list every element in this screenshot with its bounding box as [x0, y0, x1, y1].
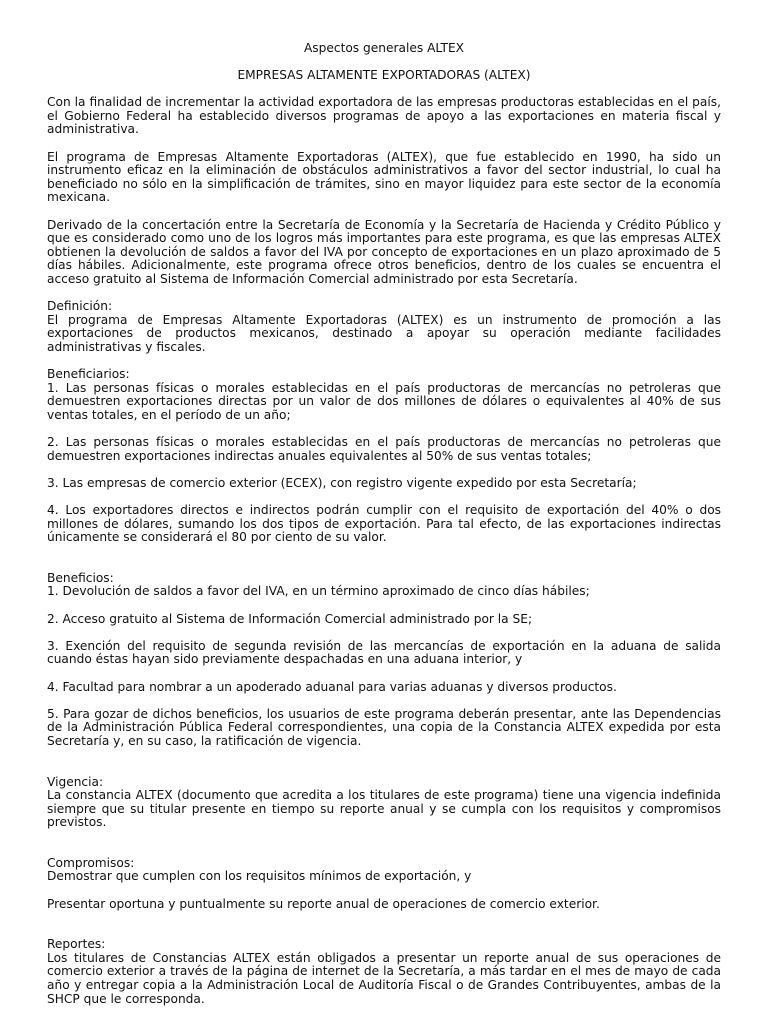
compromisos-item: Presentar oportuna y puntualmente su reporte anual de operaciones de comercio exterior. — [47, 896, 600, 911]
beneficiarios-item: 4. Los exportadores directos e indirectos podrán cumplir con el requisito de exportación del 40% o dos millones de dólares, sumando los dos tipos de exportación. Para tal efecto, de las exportaciones indirectas únicamente se considerará el 80 por ciento de su valor. — [47, 503, 721, 545]
beneficios-item: 3. Exención del requisito de segunda revisión de las mercancías de exportación en la aduana de salida cuando éstas hayan sido previamente despachadas en una aduana interior, y — [47, 638, 721, 667]
reportes-heading: Reportes: — [47, 937, 106, 952]
compromisos-item: Demostrar que cumplen con los requisitos mínimos de exportación, y — [47, 869, 472, 884]
beneficios-item: 4. Facultad para nombrar a un apoderado aduanal para varias aduanas y diversos productos. — [47, 679, 617, 694]
beneficiarios-item: 3. Las empresas de comercio exterior (ECEX), con registro vigente expedido por esta Secretaría; — [47, 475, 637, 490]
beneficiarios-item: 2. Las personas físicas o morales establecidas en el país productoras de mercancías no petroleras que demuestren exportaciones indirectas anuales equivalentes al 50% de sus ventas totales; — [47, 435, 721, 463]
intro-paragraph: El programa de Empresas Altamente Exportadoras (ALTEX), que fue establecido en 1990, ha sido un instrumento eficaz en la eliminación de obstáculos administrativos a favor del sector industrial, lo cual ha beneficiado no sólo en la simplificación de trámites, sino en mayor liquidez para este sector de la economía mexicana. — [47, 149, 721, 205]
definicion-text: El programa de Empresas Altamente Exportadoras (ALTEX) es un instrumento de promoción a las exportaciones de productos mexicanos, destinado a apoyar su operación mediante facilidades administrativas y fiscales. — [47, 312, 721, 354]
beneficios-item: 2. Acceso gratuito al Sistema de Información Comercial administrado por la SE; — [47, 611, 533, 626]
intro-paragraph: Derivado de la concertación entre la Secretaría de Economía y la Secretaría de Hacienda y Crédito Público y que es considerado como uno de los logros más importantes para este programa, es que las empresas ALTEX obtienen la devolución de saldos a favor del IVA por concepto de exportaciones en un plazo aproximado de 5 días hábiles. Adicionalmente, este programa ofrece otros beneficios, dentro de los cuales se encuentra el acceso gratuito al Sistema de Información Comercial administrado por esta Secretaría. — [47, 217, 721, 286]
beneficios-heading: Beneficios: — [47, 570, 114, 585]
vigencia-heading: Vigencia: — [47, 774, 104, 789]
document-subtitle: EMPRESAS ALTAMENTE EXPORTADORAS (ALTEX) — [237, 67, 531, 82]
beneficios-item: 5. Para gozar de dichos beneficios, los usuarios de este programa deberán presentar, ante las Dependencias de la Administración Pública Federal correspondientes, una copia de la Constancia ALTEX expedida por esta Secretaría y, en su caso, la ratificación de vigencia. — [47, 706, 721, 748]
document-page — [47, 42, 721, 1006]
beneficios-item: 1. Devolución de saldos a favor del IVA, en un término aproximado de cinco días hábiles; — [47, 584, 590, 599]
definicion-heading: Definición: — [47, 299, 113, 314]
document-title: Aspectos generales ALTEX — [303, 41, 465, 55]
intro-paragraph: Con la finalidad de incrementar la actividad exportadora de las empresas productoras establecidas en el país, el Gobierno Federal ha establecido diversos programas de apoyo a las exportaciones en materia fiscal y administrativa. — [47, 95, 721, 137]
vigencia-text: La constancia ALTEX (documento que acredita a los titulares de este programa) tiene una vigencia indefinida siempre que su titular presente en tiempo su reporte anual y se cumpla con los requisitos y compromisos previstos. — [47, 788, 721, 830]
beneficiarios-heading: Beneficiarios: — [47, 367, 130, 382]
reportes-text: Los titulares de Constancias ALTEX están obligados a presentar un reporte anual de sus operaciones de comercio exterior a través de la página de internet de la Secretaría, a más tardar en el mes de mayo de cada año y entregar copia a la Administración Local de Auditoría Fiscal o de Grandes Contribuyentes, ambas de la SHCP que le corresponda. — [47, 950, 721, 1006]
compromisos-heading: Compromisos: — [47, 855, 135, 870]
beneficiarios-item: 1. Las personas físicas o morales establecidas en el país productoras de mercancías no petroleras que demuestren exportaciones directas por un valor de dos millones de dólares o equivalentes al 40% de sus ventas totales, en el período de un año; — [47, 380, 721, 422]
